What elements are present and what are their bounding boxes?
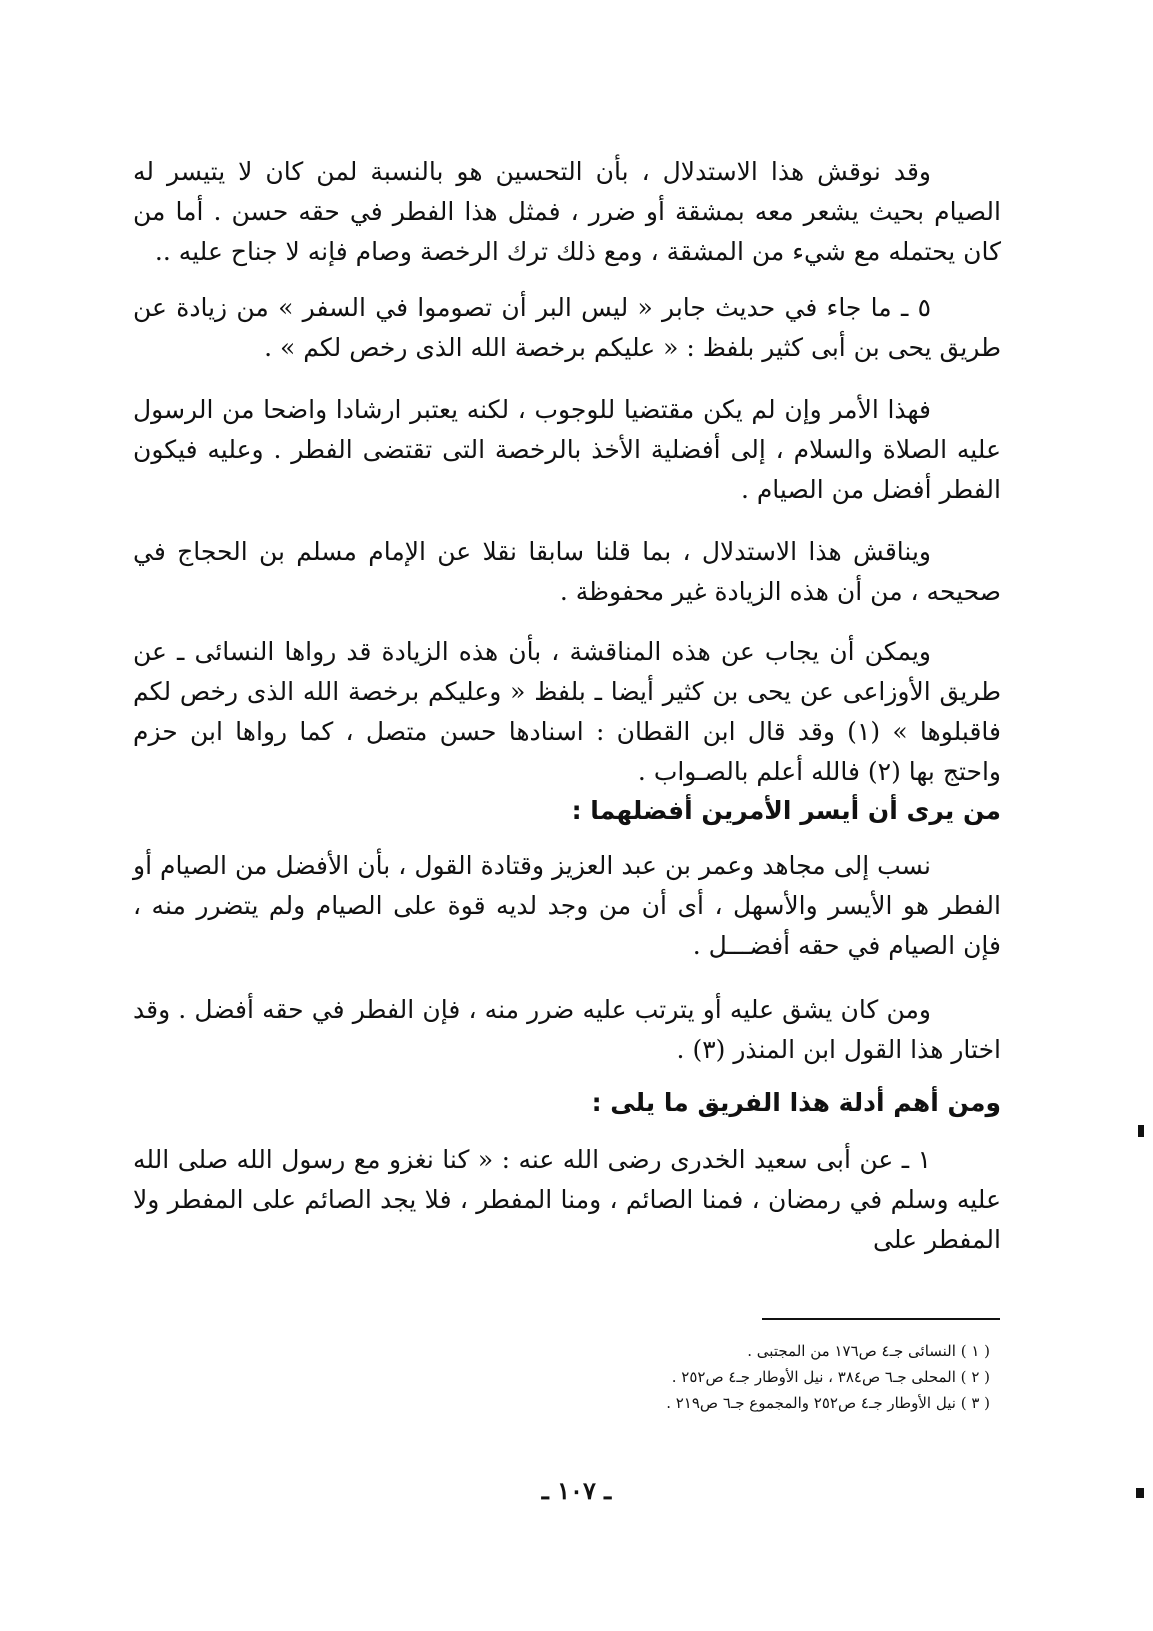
- page-number: ـ ١٠٧ ـ: [541, 1476, 612, 1505]
- paragraph: ويمكن أن يجاب عن هذه المناقشة ، بأن هذه الزيادة قد رواها النسائى ـ عن طريق الأوزاعى عن يحى بن كثير أيضا ـ بلفظ « وعليكم برخصة الله الذى رخص لكم فاقبلوها » (١) وقد قال ابن القطان : اسنادها حسن متصل ، كما رواها ابن حزم واحتج بها (٢) فالله أعلم بالصـواب .: [133, 637, 1001, 786]
- scan-artifact: [1138, 1125, 1144, 1137]
- paragraph: ومن كان يشق عليه أو يترتب عليه ضرر منه ، فإن الفطر في حقه أفضل . وقد اختار هذا القول ابن المنذر (٣) .: [133, 995, 1001, 1064]
- footnote-separator: [762, 1318, 1000, 1320]
- paragraph: وقد نوقش هذا الاستدلال ، بأن التحسين هو بالنسبة لمن كان لا يتيسر له الصيام بحيث يشعر معه بمشقة أو ضرر ، فمثل هذا الفطر في حقه حسن . أما من كان يحتمله مع شيء من المشقة ، ومع ذلك ترك الرخصة وصام فإنه لا جناح عليه ..: [133, 157, 1001, 266]
- body-section-2: [133, 846, 1001, 1070]
- paragraph: ٥ ـ ما جاء في حديث جابر « ليس البر أن تصوموا في السفر » من زيادة عن طريق يحى بن أبى كثير بلفظ : « عليكم برخصة الله الذى رخص لكم » .: [133, 293, 1001, 362]
- paragraph: نسب إلى مجاهد وعمر بن عبد العزيز وقتادة القول ، بأن الأفضل من الصيام أو الفطر هو الأيسر والأسهل ، أى أن من وجد لديه قوة على الصيام ولم يتضرر منه ، فإن الصيام في حقه أفضـــل .: [133, 851, 1001, 960]
- body-section-3: [133, 1140, 1001, 1260]
- body-section-1: [133, 152, 1001, 792]
- paragraph: ويناقش هذا الاستدلال ، بما قلنا سابقا نقلا عن الإمام مسلم بن الحجاج في صحيحه ، من أن هذه الزيادة غير محفوظة .: [133, 537, 1001, 606]
- footnote: ( ٢ ) المحلى جـ٦ ص٣٨٤ ، نيل الأوطار جـ٤ ص٢٥٢ .: [671, 1368, 990, 1386]
- section-heading: ومن أهم أدلة هذا الفريق ما يلى :: [591, 1088, 1001, 1117]
- paragraph: فهذا الأمر وإن لم يكن مقتضيا للوجوب ، لكنه يعتبر ارشادا واضحا من الرسول عليه الصلاة والسلام ، إلى أفضلية الأخذ بالرخصة التى تقتضى الفطر . وعليه فيكون الفطر أفضل من الصيام .: [133, 395, 1001, 504]
- paragraph: ١ ـ عن أبى سعيد الخدرى رضى الله عنه : « كنا نغزو مع رسول الله صلى الله عليه وسلم في رمضان ، فمنا الصائم ، ومنا المفطر ، فلا يجد الصائم على المفطر ولا المفطر على: [133, 1145, 1001, 1254]
- footnote: ( ٣ ) نيل الأوطار جـ٤ ص٢٥٢ والمجموع جـ٦ ص٢١٩ .: [666, 1394, 990, 1412]
- scan-artifact: [1136, 1488, 1144, 1498]
- section-heading: من يرى أن أيسر الأمرين أفضلهما :: [571, 796, 1001, 825]
- footnotes-list: [290, 1338, 990, 1416]
- footnote: ( ١ ) النسائى جـ٤ ص١٧٦ من المجتبى .: [747, 1342, 990, 1360]
